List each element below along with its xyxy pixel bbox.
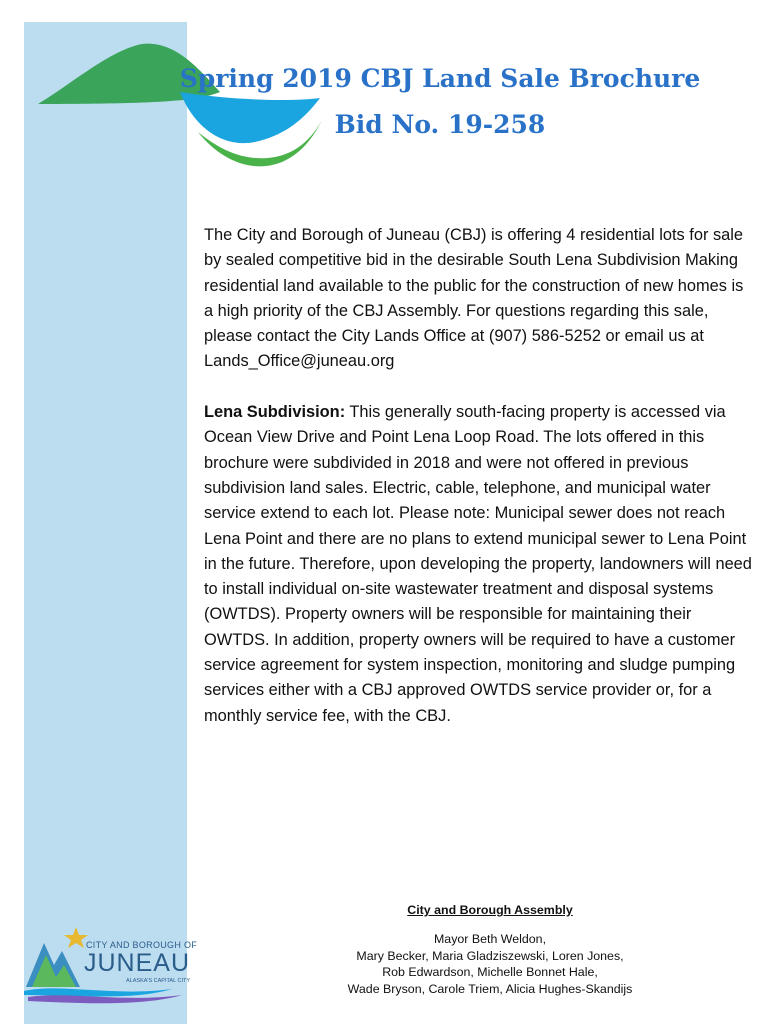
logo-top-text: CITY AND BOROUGH OF xyxy=(86,940,198,950)
body-text xyxy=(204,223,752,729)
brochure-title xyxy=(160,56,720,148)
assembly-block xyxy=(300,902,680,997)
lena-paragraph xyxy=(204,400,752,729)
lena-text: This generally south-facing property is accessed via Ocean View Drive and Point Lena Loop Road. The lots offered in this brochure were subdivided in 2018 and were not offered in previous subdivision land sales. Electric, cable, telephone, and municipal water service extend to each lot. Please note: Municipal sewer does not reach Lena Point and there are no plans to extend municipal sewer to Lena Point in the future. Therefore, upon developing the property, landowners will need to install individual on-site wastewater treatment and disposal systems (OWTDS). Property owners will be responsible for maintaining their OWTDS. In addition, property owners will be required to have a customer service agreement for system inspection, monitoring and sludge pumping services either with a CBJ approved OWTDS service provider or, for a monthly service fee, with the CBJ. xyxy=(204,403,752,725)
logo-sub-text: ALASKA'S CAPITAL CITY xyxy=(126,978,191,984)
juneau-logo xyxy=(22,925,198,1005)
intro-paragraph: The City and Borough of Juneau (CBJ) is offering 4 residential lots for sale by sealed competitive bid in the desirable South Lena Subdivision Making residential land available to the public for the construction of new homes is a high priority of the CBJ Assembly. For questions regarding this sale, please contact the City Lands Office at (907) 586-5252 or email us at Lands_Office@juneau.org xyxy=(204,226,744,371)
title-line-1: Spring 2019 CBJ Land Sale Brochure xyxy=(179,64,701,93)
assembly-member-line: Rob Edwardson, Michelle Bonnet Hale, xyxy=(382,965,598,980)
assembly-member-line: Mayor Beth Weldon, xyxy=(433,932,547,947)
star-icon xyxy=(64,927,88,948)
logo-main-text: JUNEAU xyxy=(84,949,191,977)
assembly-member-line: Mary Becker, Maria Gladziszewski, Loren Jones, xyxy=(356,948,624,963)
assembly-member-line: Wade Bryson, Carole Triem, Alicia Hughes-Skandijs xyxy=(347,981,633,996)
lena-lead: Lena Subdivision: xyxy=(204,403,346,422)
paragraph-gap xyxy=(204,375,752,400)
title-line-2: Bid No. 19-258 xyxy=(334,110,546,139)
assembly-heading: City and Borough Assembly xyxy=(407,903,573,917)
logo-wave-icon xyxy=(24,988,172,996)
